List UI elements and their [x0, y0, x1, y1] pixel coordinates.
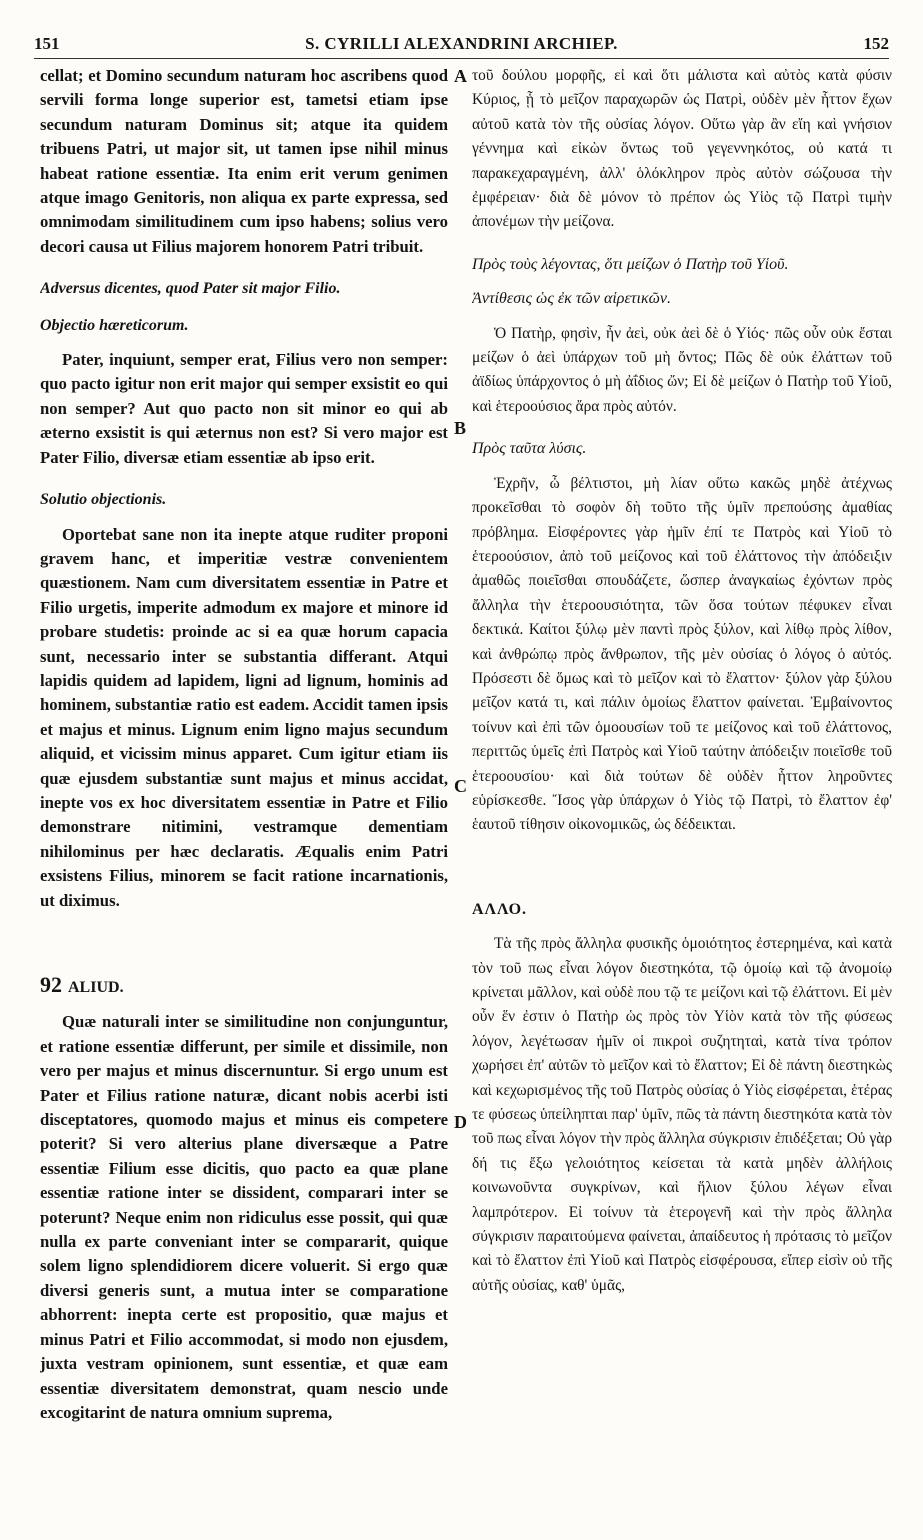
margin-letter-d: D: [454, 1112, 467, 1132]
latin-paragraph-4: Quæ naturali inter se similitudine non conjunguntur, et ratione essentiæ differunt, per simile et dissimile, non vero per majus et minus discernuntur. Si ergo unum est Pater et Filius ratione naturæ, dicant nobis acerbi isti disceptatores, quomodo majus et minus eis competere poterit? Si vero alterius plane diversæque a Patre essentiæ Filium esse dicitis, quo pacto ea quæ plane essentiæ ratione inter se dissident, comparari inter se poterunt? Neque enim non ridiculus esse possit, qui quæ nulla ex parte conveniant inter se compararit, quique solem ligno splendidiorem dicere voluerit. Si ergo quæ diversi generis sunt, a mutua inter se comparatione abhorrent: inepta certe est propositio, quæ majus et minus Patri et Filio accommodat, si modo non ejusdem, juxta vestram opinionem, sunt essentiæ, et quæ eam essentiæ diversitatem demonstrat, quam nescio unde excogitarint de natura omnium suprema,: [40, 1012, 448, 1422]
latin-paragraph-2: Pater, inquiunt, semper erat, Filius vero non semper: quo pacto igitur non erit major qui semper exsistit eo qui non semper? Aut quo pacto non sit minor eo qui ab æterno exsistit is qui æternus non est? Si vero major est Pater Filio, diversæ etiam essentiæ ab ipso erit.: [40, 350, 448, 467]
greek-paragraph-2: Ὁ Πατὴρ, φησὶν, ἦν ἀεὶ, οὐκ ἀεὶ δὲ ὁ Υἱός· πῶς οὖν οὐκ ἔσται μείζων ὁ ἀεὶ ὑπάρχων τοῦ μὴ ὄντος; Πῶς δὲ οὐκ ἐλάττων τοῦ ἀϊδίως ὑπάρχοντος ὁ μὴ ἀΐδιος ὤν; Εἰ δὲ μείζων ὁ Πατὴρ τοῦ Υἱοῦ, καὶ ἑτεροούσιος ἄρα πρὸς αὐτόν.: [472, 324, 892, 415]
latin-paragraph-3: Oportebat sane non ita inepte atque ruditer proponi gravem hanc, et imperitiæ vestræ convenientem quæstionem. Nam cum diversitatem essentiæ in Patre et Filio urgetis, imperite admodum ex majore et minore id probare studetis: proinde ac si ea quæ horum capacia sunt, necessario inter se substantia differant. Atqui lapidis quidem ad lapidem, ligni ad lignum, hominis ad hominem, substantiæ ratio est eadem. Accidit tamen ipsis et majus et minus. Lignum enim ligno majus secundum aliquid, et vicissim minus apparet. Cum igitur etiam iis quæ ejusdem substantiæ sunt majus et minus accidat, inepte vos ex hoc diversitatem essentiæ in Patre et Filio demonstrare nitimini, vestramque dementiam nihilominus per hæc declaratis. Æqualis enim Patri exsistens Filius, minorem se facit ratione incarnationis, ut diximus.: [40, 524, 448, 910]
latin-paragraph-1: cellat; et Domino secundum naturam hoc ascribens quod servili forma longe superior est, tametsi etiam ipse secundum naturam Dominus sit; atque ita quidem tribuens Patri, ut major sit, ut tamen ipse nihil minus habeat ratione essentiæ. Ita enim erit verum genimen atque imago Genitoris, non aliqua ex parte expressa, sed omnimodam similitudinem cum ipso habens; solius vero decori causa ut Filius majorem honorem Patri tribuit.: [40, 66, 448, 256]
greek-heading-antithesis: Ἀντίθεσις ὡς ἐκ τῶν αἱρετικῶν.: [472, 290, 672, 308]
latin-section-heading: [40, 973, 448, 1000]
latin-column: [40, 64, 448, 1425]
page-number-right: 152: [863, 34, 889, 53]
latin-section-title: ALIUD.: [68, 979, 124, 996]
margin-letter-b: B: [454, 418, 467, 438]
latin-heading-adversus: Adversus dicentes, quod Pater sit major Filio.: [40, 280, 341, 298]
latin-heading-solutio: Solutio objectionis.: [40, 491, 167, 509]
page-number-left: 151: [34, 34, 60, 53]
greek-paragraph-1: τοῦ δούλου μορφῆς, εἰ καὶ ὅτι μάλιστα καὶ αὐτὸς κατὰ φύσιν Κύριος, ᾗ τὸ μεῖζον παραχωρῶν ὡς Πατρὶ, οὐδὲν μὲν ἧττον ἔχων αὐτοῦ κατὰ τὸν τῆς οὐσίας λόγον. Οὕτω γὰρ ἂν εἴη καὶ γνήσιον γέννημα καὶ εἰκὼν ὄντως τοῦ γεγεννηκότος, οὐ κατά τι παρακεχαραγμένη, ἀλλ' ὁλόκληρον πρὸς αὐτὸν σώζουσα τὴν ἐμφέρειαν· διὰ δὲ μόνον τὸ πρέπον ὡς Υἱὸς τῷ Πατρὶ τιμὴν ἀπονέμων τὴν μείζονα.: [472, 67, 892, 231]
margin-letter-a: A: [454, 66, 467, 86]
greek-paragraph-3: Ἐχρῆν, ὦ βέλτιστοι, μὴ λίαν οὕτω κακῶς μηδὲ ἀτέχνως προκεῖσθαι τὸ σοφὸν δὴ τοῦτο τῆς ὑμῖν πρεπούσης ἀμαθίας πρόβλημα. Εἰσφέροντες γὰρ ἡμῖν ἐπί τε Πατρὸς καὶ Υἱοῦ τὸ ἑτεροούσιον, ἀπὸ τοῦ μείζονος καὶ τοῦ ἐλάττονος τὴν ἀπόδειξιν ἀμαθῶς ποιεῖσθαι σπουδάζετε, ὥσπερ ἀναγκαίως ἐχόντων πρὸς ἄλληλα τὴν ἑτεροουσιότητα, τῶν ὅσα τούτων πέφυκεν εἶναι δεκτικά. Καίτοι ξύλῳ μὲν παντὶ πρὸς ξύλον, καὶ λίθῳ πρὸς λίθον, καὶ ἀνθρώπῳ πρὸς ἄνθρωπον, τῆς μὲν οὐσίας ὁ λόγος ὁ αὐτός. Πρόσεστι δὲ ὅμως καὶ τὸ μεῖζον καὶ τὸ ἔλαττον· ξύλον γὰρ ξύλου μεῖζον κατά τι, καὶ πάλιν ὁμοίως ἔλαττον φαίνεται. Ἐμβαίνοντος τοίνυν καὶ ἐπὶ τῶν ὁμοουσίων τοῦ τε μείζονος καὶ τοῦ ἐλάττονος, περιττῶς ὑμεῖς ἐπὶ Πατρὸς καὶ Υἱοῦ ταύτην ἀπόδειξιν ποιεῖσθε τοῦ ἑτεροουσίου· καὶ διὰ τούτων δὲ οὐδὲν ἧττον ληροῦντες εὑρίσκεσθε. Ἴσος γὰρ ὑπάρχων ὁ Υἱὸς τῷ Πατρὶ, τὸ ἔλαττον ἐφ' ἑαυτοῦ τίθησιν οἰκονομικῶς, ὡς δέδεικται.: [472, 474, 892, 834]
greek-heading-pros-tous: Πρὸς τοὺς λέγοντας, ὅτι μείζων ὁ Πατὴρ τοῦ Υἱοῦ.: [472, 255, 789, 273]
latin-heading-objectio: Objectio hæreticorum.: [40, 316, 189, 334]
greek-heading-lysis: Πρὸς ταῦτα λύσις.: [472, 440, 587, 458]
section-number: 92: [40, 972, 62, 997]
page-header: [34, 32, 889, 59]
running-title: S. CYRILLI ALEXANDRINI ARCHIEP.: [305, 34, 618, 53]
greek-column: [472, 64, 892, 1298]
margin-letter-c: C: [454, 776, 467, 796]
greek-paragraph-4: Τὰ τῆς πρὸς ἄλληλα φυσικῆς ὁμοιότητος ἐστερημένα, καὶ κατὰ τὸν τοῦ πως εἶναι λόγον διεστηκότα, τῷ ὁμοίῳ καὶ τῷ ἀνομοίῳ κρίνεται μᾶλλον, καὶ οὐδὲ που τῷ τε μείζονι καὶ τῷ ἐλάττονι. Εἰ μὲν οὖν ἕν ἐστιν ὁ Πατὴρ ὡς πρὸς τὸν Υἱὸν κατὰ τὸν τῆς φύσεως λόγον, λεγέτωσαν ἡμῖν οἱ πικροὶ συζητηταὶ, κατὰ τίνα τρόπον χωρήσει ἐπ' αὐτῶν τὸ μεῖζον καὶ τὸ ἔλαττον; Εἰ δὲ πάντη διεστηκὼς καὶ κεχωρισμένος τῆς τοῦ Πατρὸς οὐσίας ὁ Υἱὸς εἰσφέρεται, ἑτέρας τε φύσεως ὑπείληπται παρ' ὑμῖν, πῶς τὰ πάντη διεστηκότα κατὰ τὸν τοῦ πως εἶναι λόγον τὴν πρὸς ἄλληλα σύγκρισιν ἐπιδέξεται; Οὐ γὰρ δή τις ἔξω γελοιότητος κείσεται τὰ κατὰ μηδὲν ἀλλήλοις κοινωνοῦντα συγκρίνων, καὶ ἥλιον ξύλου λέγων εἶναι λαμπρότερον. Εἰ τοίνυν τὰ ἑτερογενῆ καὶ τὴν πρὸς ἄλληλα σύγκρισιν παραιτούμενα φαίνεται, ἀπαίδευτος ἡ πρότασις τὸ μεῖζον καὶ τὸ ἔλαττον ἐπὶ Υἱοῦ καὶ Πατρὸς εἰσφέρουσα, εἴπερ εἰσὶν οὐ τῆς αὐτῆς οὐσίας, καθ' ὑμᾶς,: [472, 935, 892, 1294]
greek-section-title: ΑΛΛΟ.: [472, 900, 528, 918]
